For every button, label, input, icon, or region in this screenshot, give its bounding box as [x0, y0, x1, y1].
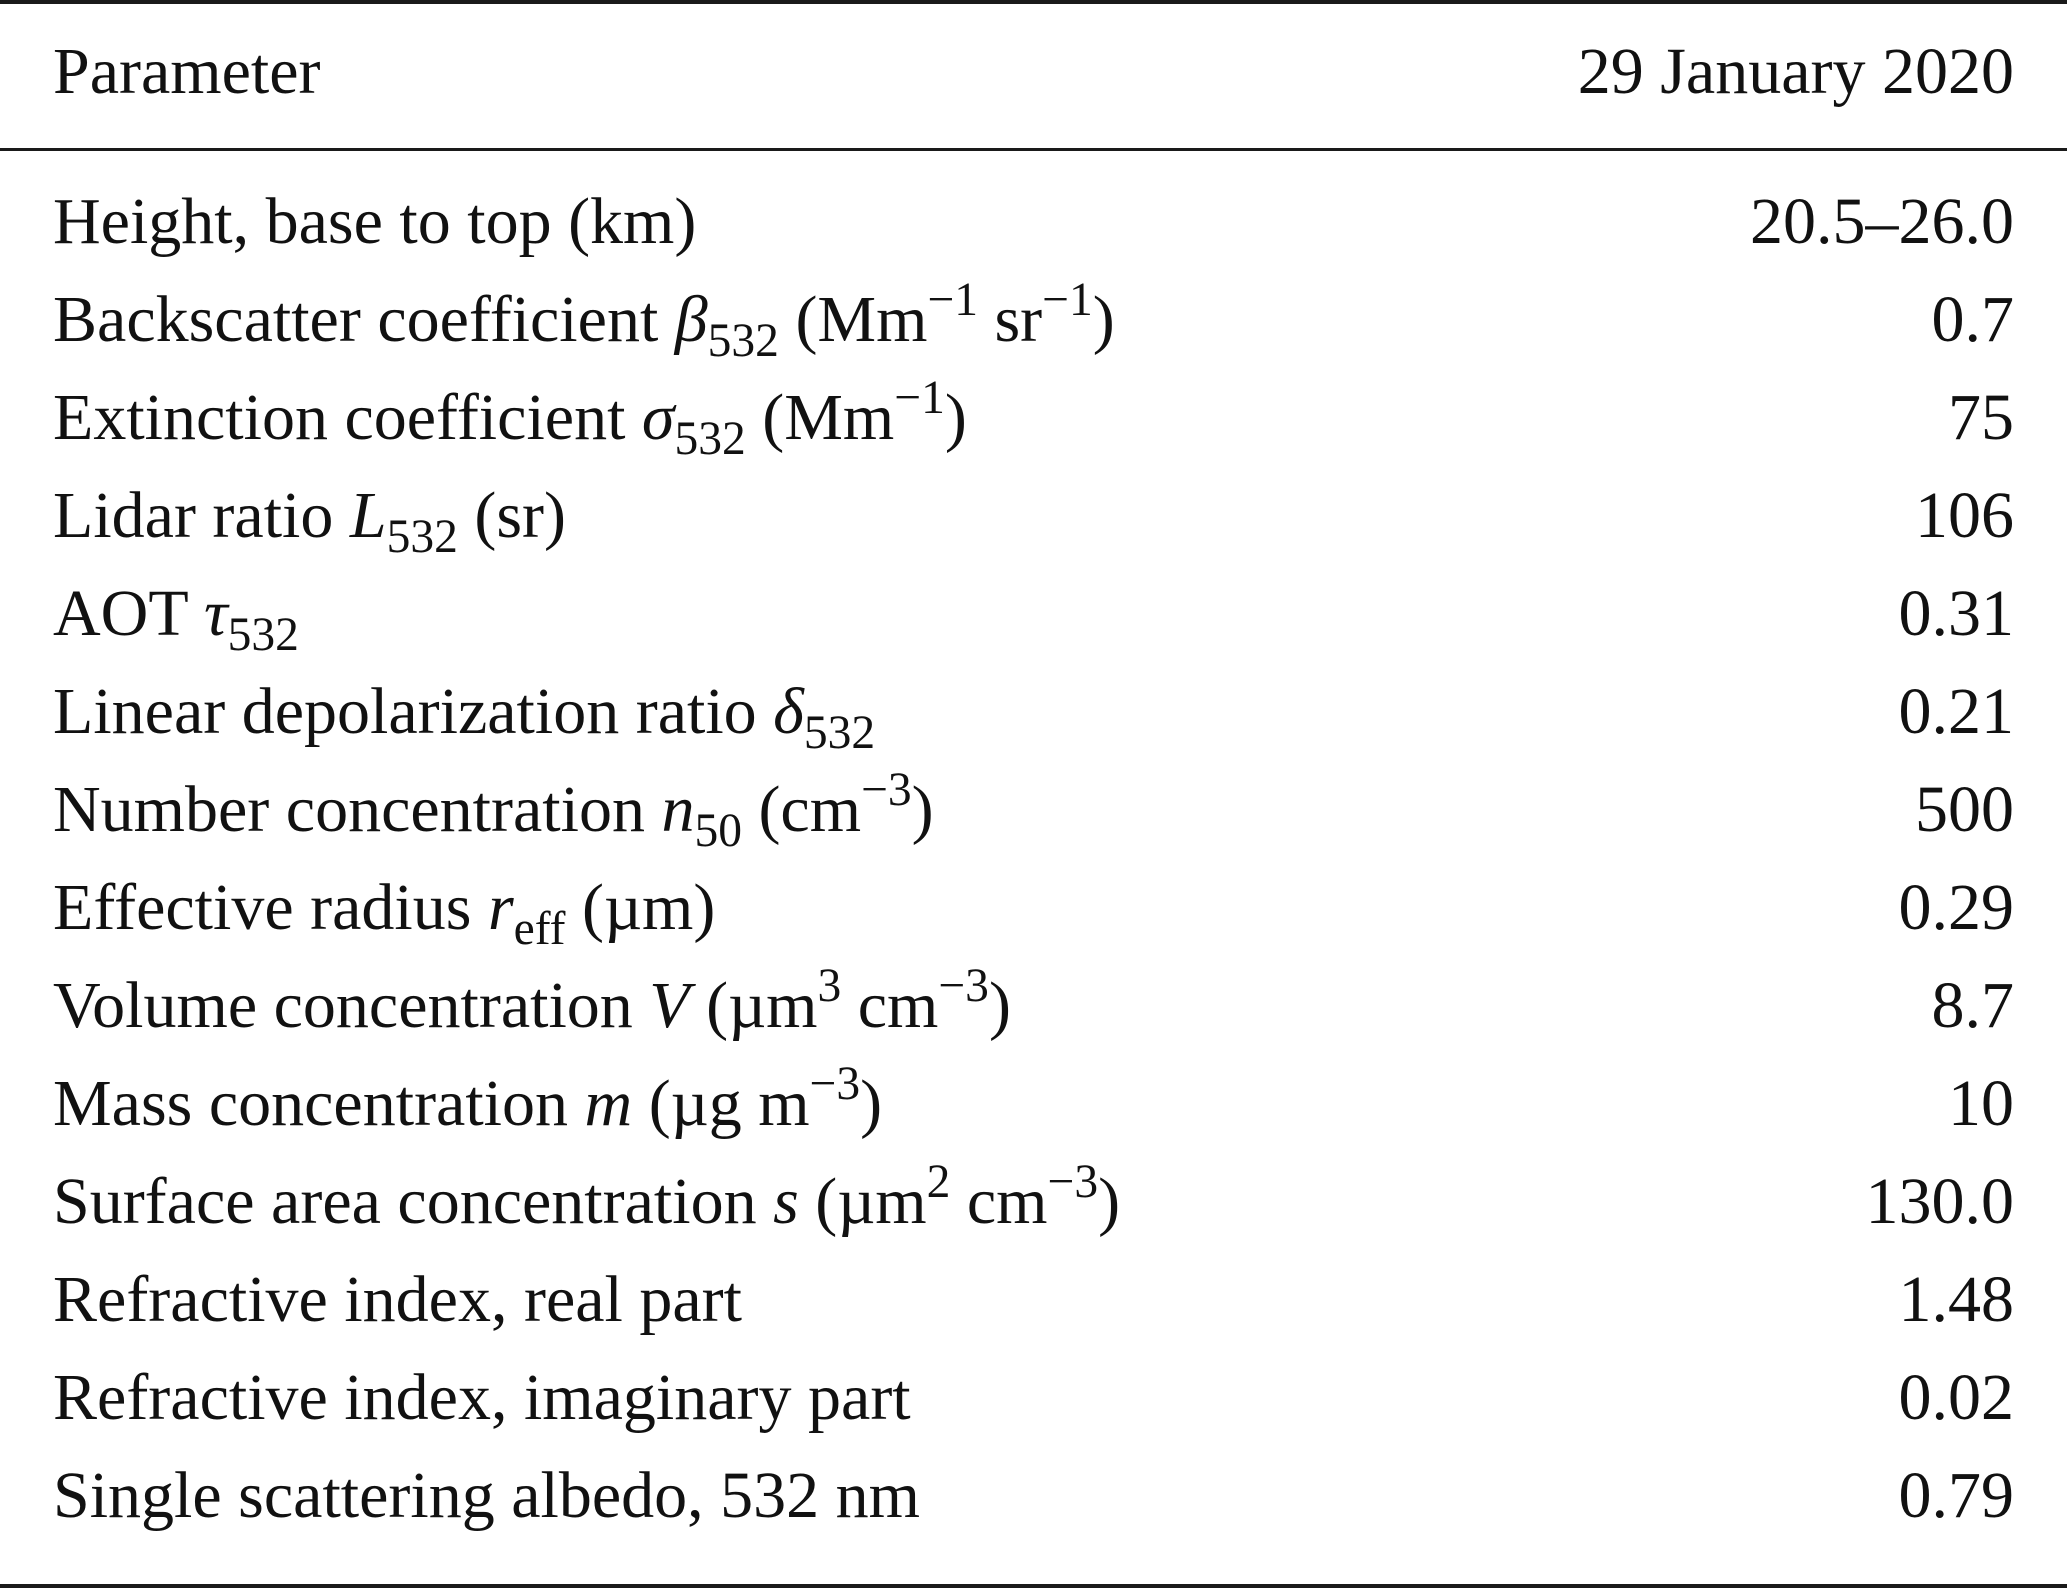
table-row	[0, 662, 2067, 761]
table-row	[0, 466, 2067, 565]
parameter-label: Refractive index, imaginary part	[53, 1361, 911, 1434]
parameter-value: 1.48	[1898, 1263, 2014, 1336]
table-row	[0, 1054, 2067, 1153]
parameter-value: 500	[1915, 773, 2014, 846]
table-row	[0, 956, 2067, 1055]
table-row	[0, 1348, 2067, 1447]
parameter-value: 0.29	[1898, 871, 2014, 944]
table-row	[0, 270, 2067, 369]
parameter-label: AOT $\tau_{532}$	[53, 577, 299, 662]
parameter-value: 10	[1948, 1067, 2014, 1140]
parameter-label: Surface area concentration s (µm$^2$ $cm^{-3}$)	[53, 1155, 1121, 1238]
top-rule	[0, 0, 2067, 4]
table-header-row	[0, 22, 2067, 121]
parameter-value: 8.7	[1931, 969, 2014, 1042]
table-row	[0, 368, 2067, 467]
table-row	[0, 564, 2067, 663]
parameter-value: 106	[1915, 479, 2014, 552]
parameter-label: Single scattering albedo, 532 nm	[53, 1459, 920, 1532]
parameter-label: Lidar ratio $L_{532}$ (sr)	[53, 479, 566, 564]
bottom-rule	[0, 1584, 2067, 1588]
parameter-label: Number concentration $n_{50}$ $(cm^{-3})$	[53, 763, 934, 858]
parameter-value: 20.5–26.0	[1750, 185, 2014, 258]
parameter-label: Effective radius $r_{eff}$ (µm)	[53, 871, 716, 956]
header-parameter: Parameter	[53, 35, 321, 108]
parameter-value: 0.79	[1898, 1459, 2014, 1532]
table-row	[0, 1152, 2067, 1251]
parameter-value: 75	[1948, 381, 2014, 454]
parameter-label: Backscatter coefficient $\beta_{532}$ ($Mm^{-1}$ $sr^{-1}$)	[53, 273, 1115, 368]
parameter-label: Mass concentration m (µg $m^{-3}$)	[53, 1057, 883, 1140]
table-row	[0, 172, 2067, 271]
table-row	[0, 760, 2067, 859]
header-date: 29 January 2020	[1577, 35, 2014, 108]
parameter-label: Refractive index, real part	[53, 1263, 742, 1336]
parameter-value: 0.21	[1898, 675, 2014, 748]
parameter-value: 130.0	[1865, 1165, 2014, 1238]
parameter-value: 0.31	[1898, 577, 2014, 650]
header-rule	[0, 148, 2067, 151]
table-row	[0, 858, 2067, 957]
table-row	[0, 1250, 2067, 1349]
parameter-value: 0.02	[1898, 1361, 2014, 1434]
parameter-label: Volume concentration V (µm$^3$ $cm^{-3}$)	[53, 959, 1011, 1042]
parameter-label: Height, base to top (km)	[53, 185, 697, 258]
table-row	[0, 1446, 2067, 1545]
parameter-value: 0.7	[1931, 283, 2014, 356]
parameter-label: Extinction coefficient $\sigma_{532}$ $(Mm^{-1})$	[53, 371, 967, 466]
parameter-label: Linear depolarization ratio $\delta_{532}$	[53, 675, 876, 760]
